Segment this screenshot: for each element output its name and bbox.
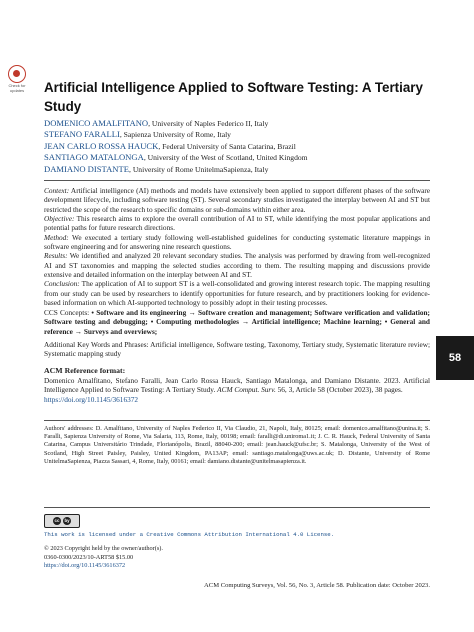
author-line <box>44 152 454 163</box>
abstract-context <box>44 186 430 214</box>
reference-doi-link[interactable]: https://doi.org/10.1145/3616372 <box>44 394 139 404</box>
copyright-line: © 2023 Copyright held by the owner/author(s). <box>44 545 163 552</box>
cc-icon: cc <box>54 518 60 523</box>
ccs-text: • Software and its engineering → Software creation and management; Software verification and validation; Software testing and debugging; • Computing methodologies → Artificial intelligence; Machine learning; • General and reference → Surveys and overviews; <box>44 308 430 336</box>
badge-label: Check for updates <box>8 83 26 93</box>
author-line <box>44 141 454 152</box>
author-affiliation: , Sapienza University of Rome, Italy <box>119 130 231 140</box>
reference-text: 56, 3, Article 58 (October 2023), 38 pages. <box>275 385 403 395</box>
check-for-updates-badge[interactable] <box>4 65 30 95</box>
abstract-text: This research aims to explore the overall contribution of AI to ST, while identifying the most popular applications and potential paths for future research directions. <box>44 214 430 233</box>
author-affiliation: , University of the West of Scotland, United Kingdom <box>143 153 308 163</box>
author-line <box>44 118 454 129</box>
abstract-label: Conclusion: <box>44 279 80 289</box>
abstract-label: Objective: <box>44 214 75 224</box>
abstract <box>44 186 430 307</box>
abstract-label: Method: <box>44 232 69 242</box>
by-icon: by <box>64 518 70 523</box>
author-affiliation: , Federal University of Santa Catarina, Brazil <box>158 141 296 151</box>
author-name: DOMENICO AMALFITANO <box>44 118 149 128</box>
author-name: SANTIAGO MATALONGA <box>44 152 144 163</box>
divider <box>44 420 430 421</box>
abstract-results <box>44 251 430 279</box>
copyright-block <box>44 545 344 571</box>
abstract-text: We identified and analyzed 20 relevant secondary studies. The analysis was performed by drawing from well-recognized AI and ST taxonomies and mapping the selected studies according to them. The resulting mapping and discussions provide extensive and detailed information on the interplay between AI and ST. <box>44 251 430 280</box>
abstract-method <box>44 233 430 252</box>
author-line <box>44 129 454 140</box>
divider <box>44 180 430 181</box>
keywords: Additional Key Words and Phrases: Artificial intelligence, Software testing, Taxonomy, Tertiary study, Systematic literature review; Systematic mapping study <box>44 340 430 359</box>
author-name: DAMIANO DISTANTE <box>44 163 130 174</box>
creative-commons-logo[interactable] <box>44 514 80 528</box>
abstract-conclusion <box>44 279 430 307</box>
reference-format <box>44 376 430 404</box>
paper-title: Artificial Intelligence Applied to Software Testing: A Tertiary Study <box>44 80 423 114</box>
copyright-doi-link[interactable]: https://doi.org/10.1145/3616372 <box>44 562 126 570</box>
abstract-objective <box>44 214 430 233</box>
license-link[interactable]: This work is licensed under a Creative Commons Attribution International 4.0 License. <box>44 531 335 538</box>
reference-heading: ACM Reference format: <box>44 366 126 375</box>
issn-line: 0360-0300/2023/10-ART58 $15.00 <box>44 553 134 561</box>
abstract-label: Context: <box>44 186 70 195</box>
abstract-text: The application of AI to support ST is a well-consolidated and growing interest research topic. The mapping resulting from our study can be used by researchers to identify opportunities for future research, and by practitioners looking for evidence-based information on which AI-supported technology to possibly adopt in their testing processes. <box>44 279 430 308</box>
abstract-text: We executed a tertiary study following well-established guidelines for conducting systematic literature mappings in software engineering and for answering nine research questions. <box>44 232 430 252</box>
author-affiliation: , University of Rome UnitelmaSapienza, Italy <box>129 164 269 174</box>
divider <box>44 507 430 508</box>
authors-addresses: Authors' addresses: D. Amalfitano, University of Naples Federico II, Via Claudio, 21, Napoli, Italy, 80125; email: domenico.amalfitano@unina.it; S. Faralli, Sapienza University of Rome, Via Salaria, 113, Rome, Italy, 00198; email: faralli@di.uniroma1.it; J. C. R. Hauck, Federal University of Santa Catarina, Campus Universitário Trindade, Florianópolis, Brazil, 88040-200; email: jean.hauck@ufsc.br; S. Matalonga, University of the West of Scotland, High Street Paisley, Paisley, United Kingdom, PA13AP; email: santiago.matalonga@uws.ac.uk; D. Distante, University of Rome UnitelmaSapienza, Piazza Sassari, 4, Rome, Italy, 00161; email: damiano.distante@unitelmasapienza.it. <box>44 425 430 465</box>
article-number-tab: 58 <box>436 336 474 380</box>
abstract-label: Results: <box>44 251 68 261</box>
author-name: STEFANO FARALLI <box>44 129 120 140</box>
author-name: JEAN CARLO ROSSA HAUCK <box>44 140 159 151</box>
reference-text: Domenico Amalfitano, Stefano Faralli, Jean Carlo Rossa Hauck, Santiago Matalonga, and Damiano Distante. 2023. Artificial Intelligence Applied to Software Testing: A Tertiary Study. <box>44 376 430 395</box>
crossmark-icon <box>8 65 26 83</box>
journal-name: ACM Comput. Surv. <box>217 385 276 395</box>
author-line <box>44 164 454 175</box>
ccs-concepts <box>44 308 430 336</box>
abstract-text: Artificial intelligence (AI) methods and models have extensively been applied to support different phases of the software development lifecycle, including software testing (ST). Several secondary studies investigated the interplay between AI and ST but restricted the scope of the research to specific domains or sub-domains within either area. <box>44 186 430 214</box>
author-affiliation: , University of Naples Federico II, Italy <box>148 119 269 128</box>
page-footer: ACM Computing Surveys, Vol. 56, No. 3, Article 58. Publication date: October 2023. <box>204 582 430 589</box>
author-list <box>44 118 454 175</box>
ccs-label: CCS Concepts: <box>44 308 92 317</box>
